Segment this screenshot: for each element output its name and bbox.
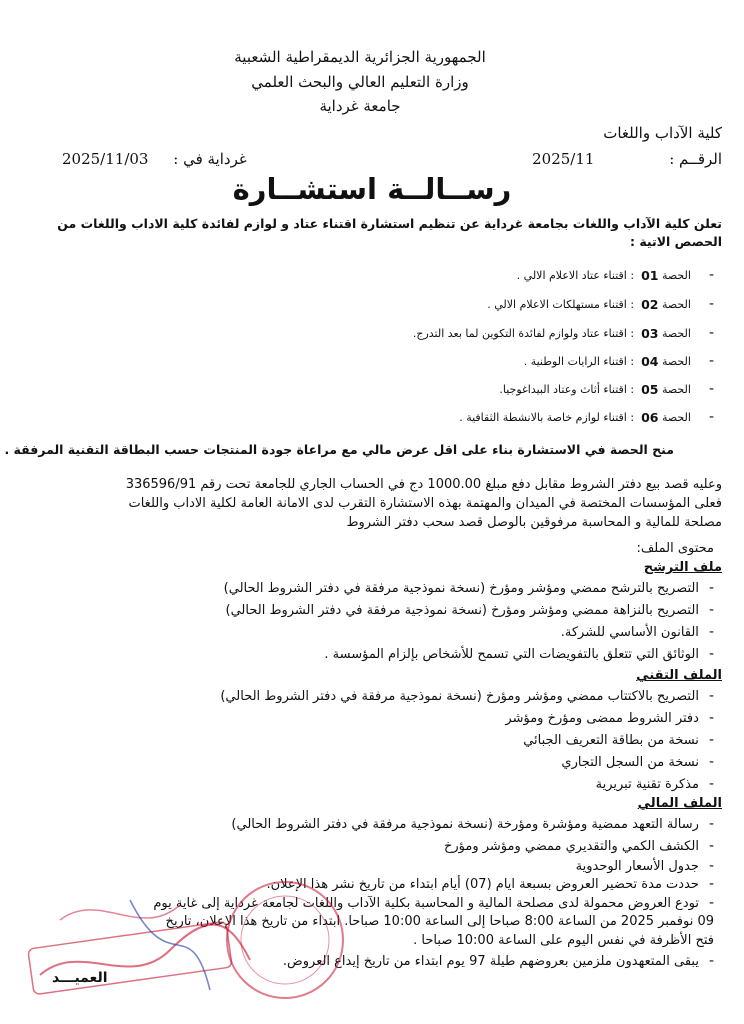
list-item: - الوثائق التي تتعلق بالتفويضات التي تسمح للأشخاص بإلزام المؤسسة . bbox=[324, 646, 714, 662]
closing-line: - يبقى المتعهدون ملزمين بعروضهم طيلة 97 يوم ابتداء من تاريخ إيداع العروض. bbox=[282, 953, 714, 969]
reference-value: 2025/11 bbox=[532, 150, 595, 168]
closing-line: - حددت مدة تحضير العروض بسبعة ايام (07) أيام ابتداء من تاريخ نشر هذا الإعلان. bbox=[266, 876, 714, 892]
closing-line: 09 نوفمبر 2025 من الساعة 8:00 صباحا إلى الساعة 10:00 صباحا. ابتداء من تاريخ هذا الإعلان، تاريخ bbox=[165, 914, 714, 929]
list-item: - نسخة من السجل التجاري bbox=[561, 754, 714, 770]
closing-line: - تودع العروض محمولة لدى مصلحة المالية و المحاسبة بكلية الآداب واللغات لجامعة غرداية إلى غاية يوم bbox=[153, 895, 714, 911]
issue-date bbox=[62, 150, 247, 168]
list-item: - التصريح بالنزاهة ممضي ومؤشر ومؤرخ (نسخة نموذجية مرفقة في دفتر الشروط الحالي) bbox=[225, 602, 714, 618]
lot-item: - الحصة 01 : اقتناء عتاد الاعلام الالي . bbox=[516, 267, 714, 283]
signature-title: العميـــد bbox=[52, 970, 108, 986]
closing-line: فتح الأظرفة في نفس اليوم على الساعة 10:00 صباحا . bbox=[413, 933, 714, 948]
university-name: جامعة غرداية bbox=[319, 97, 401, 115]
official-stamp-icon bbox=[20, 880, 360, 1010]
intro-paragraph: تعلن كلية الآداب واللغات بجامعة غرداية عن تنظيم استشارة اقتناء عتاد و لوازم لفائدة كلية الاداب واللغات من الحصص الاتية : bbox=[57, 216, 722, 249]
ministry-title: وزارة التعليم العالي والبحث العلمي bbox=[251, 73, 469, 91]
republic-title: الجمهورية الجزائرية الديمقراطية الشعبية bbox=[234, 48, 486, 66]
section-title-technical: الملف التقني bbox=[636, 668, 722, 683]
list-item: - رسالة التعهد ممضية ومؤشرة ومؤرخة (نسخة نموذجية مرفقة في دفتر الشروط الحالي) bbox=[231, 816, 714, 832]
lot-item: - الحصة 02 : اقتناء مستهلكات الاعلام الالي . bbox=[487, 296, 714, 312]
reference-label: الرقــم : bbox=[669, 150, 722, 168]
date-value: 2025/11/03 bbox=[62, 150, 149, 168]
list-item: - التصريح بالترشح ممضي ومؤشر ومؤرخ (نسخة نموذجية مرفقة في دفتر الشروط الحالي) bbox=[223, 580, 714, 596]
faculty-name: كلية الآداب واللغات bbox=[603, 124, 722, 142]
lot-item: - الحصة 04 : اقتناء الرايات الوطنية . bbox=[523, 353, 714, 369]
section-title-financial: الملف المالي bbox=[637, 796, 722, 811]
lot-item: - الحصة 05 : اقتناء أثاث وعتاد البيداغوجيا. bbox=[499, 381, 714, 397]
award-criteria: منح الحصة في الاستشارة بناء على اقل عرض مالي مع مراعاة جودة المنتجات حسب البطاقة التقنية المرفقة . bbox=[4, 442, 674, 457]
body-line: مصلحة للمالية و المحاسبة مرفوقين بالوصل قصد سحب دفتر الشروط bbox=[346, 515, 722, 530]
list-item: - القانون الأساسي للشركة. bbox=[560, 624, 714, 640]
reference-number bbox=[532, 150, 722, 168]
page-title: رســالــة استشــارة bbox=[232, 172, 512, 206]
list-item: - مذكرة تقنية تبريرية bbox=[595, 776, 714, 792]
section-title-application: ملف الترشح bbox=[643, 560, 722, 575]
file-contents-label: محتوى الملف: bbox=[636, 541, 714, 556]
list-item: - جدول الأسعار الوحدوية bbox=[575, 858, 714, 874]
lot-item: - الحصة 03 : اقتناء عتاد ولوازم لفائدة التكوين لما بعد التدرج. bbox=[412, 325, 714, 341]
list-item: - الكشف الكمي والتقديري ممضي ومؤشر ومؤرخ bbox=[443, 838, 714, 854]
lot-item: - الحصة 06 : اقتناء لوازم خاصة بالانشطة الثقافية . bbox=[459, 409, 714, 425]
list-item: - نسخة من بطاقة التعريف الجبائي bbox=[523, 732, 714, 748]
body-line: وعليه قصد بيع دفتر الشروط مقابل دفع مبلغ 1000.00 دج في الحساب الجاري للجامعة تحت رقم 336596/91 bbox=[125, 477, 722, 492]
list-item: - دفتر الشروط ممضى ومؤرخ ومؤشر bbox=[505, 710, 714, 726]
date-label: غرداية في : bbox=[173, 150, 247, 168]
body-line: فعلى المؤسسات المختصة في الميدان والمهتمة بهذه الاستشارة التقرب لدى الامانة العامة لكلية الاداب واللغات bbox=[128, 496, 722, 511]
list-item: - التصريح بالاكتتاب ممضي ومؤشر ومؤرخ (نسخة نموذجية مرفقة في دفتر الشروط الحالي) bbox=[220, 688, 714, 704]
